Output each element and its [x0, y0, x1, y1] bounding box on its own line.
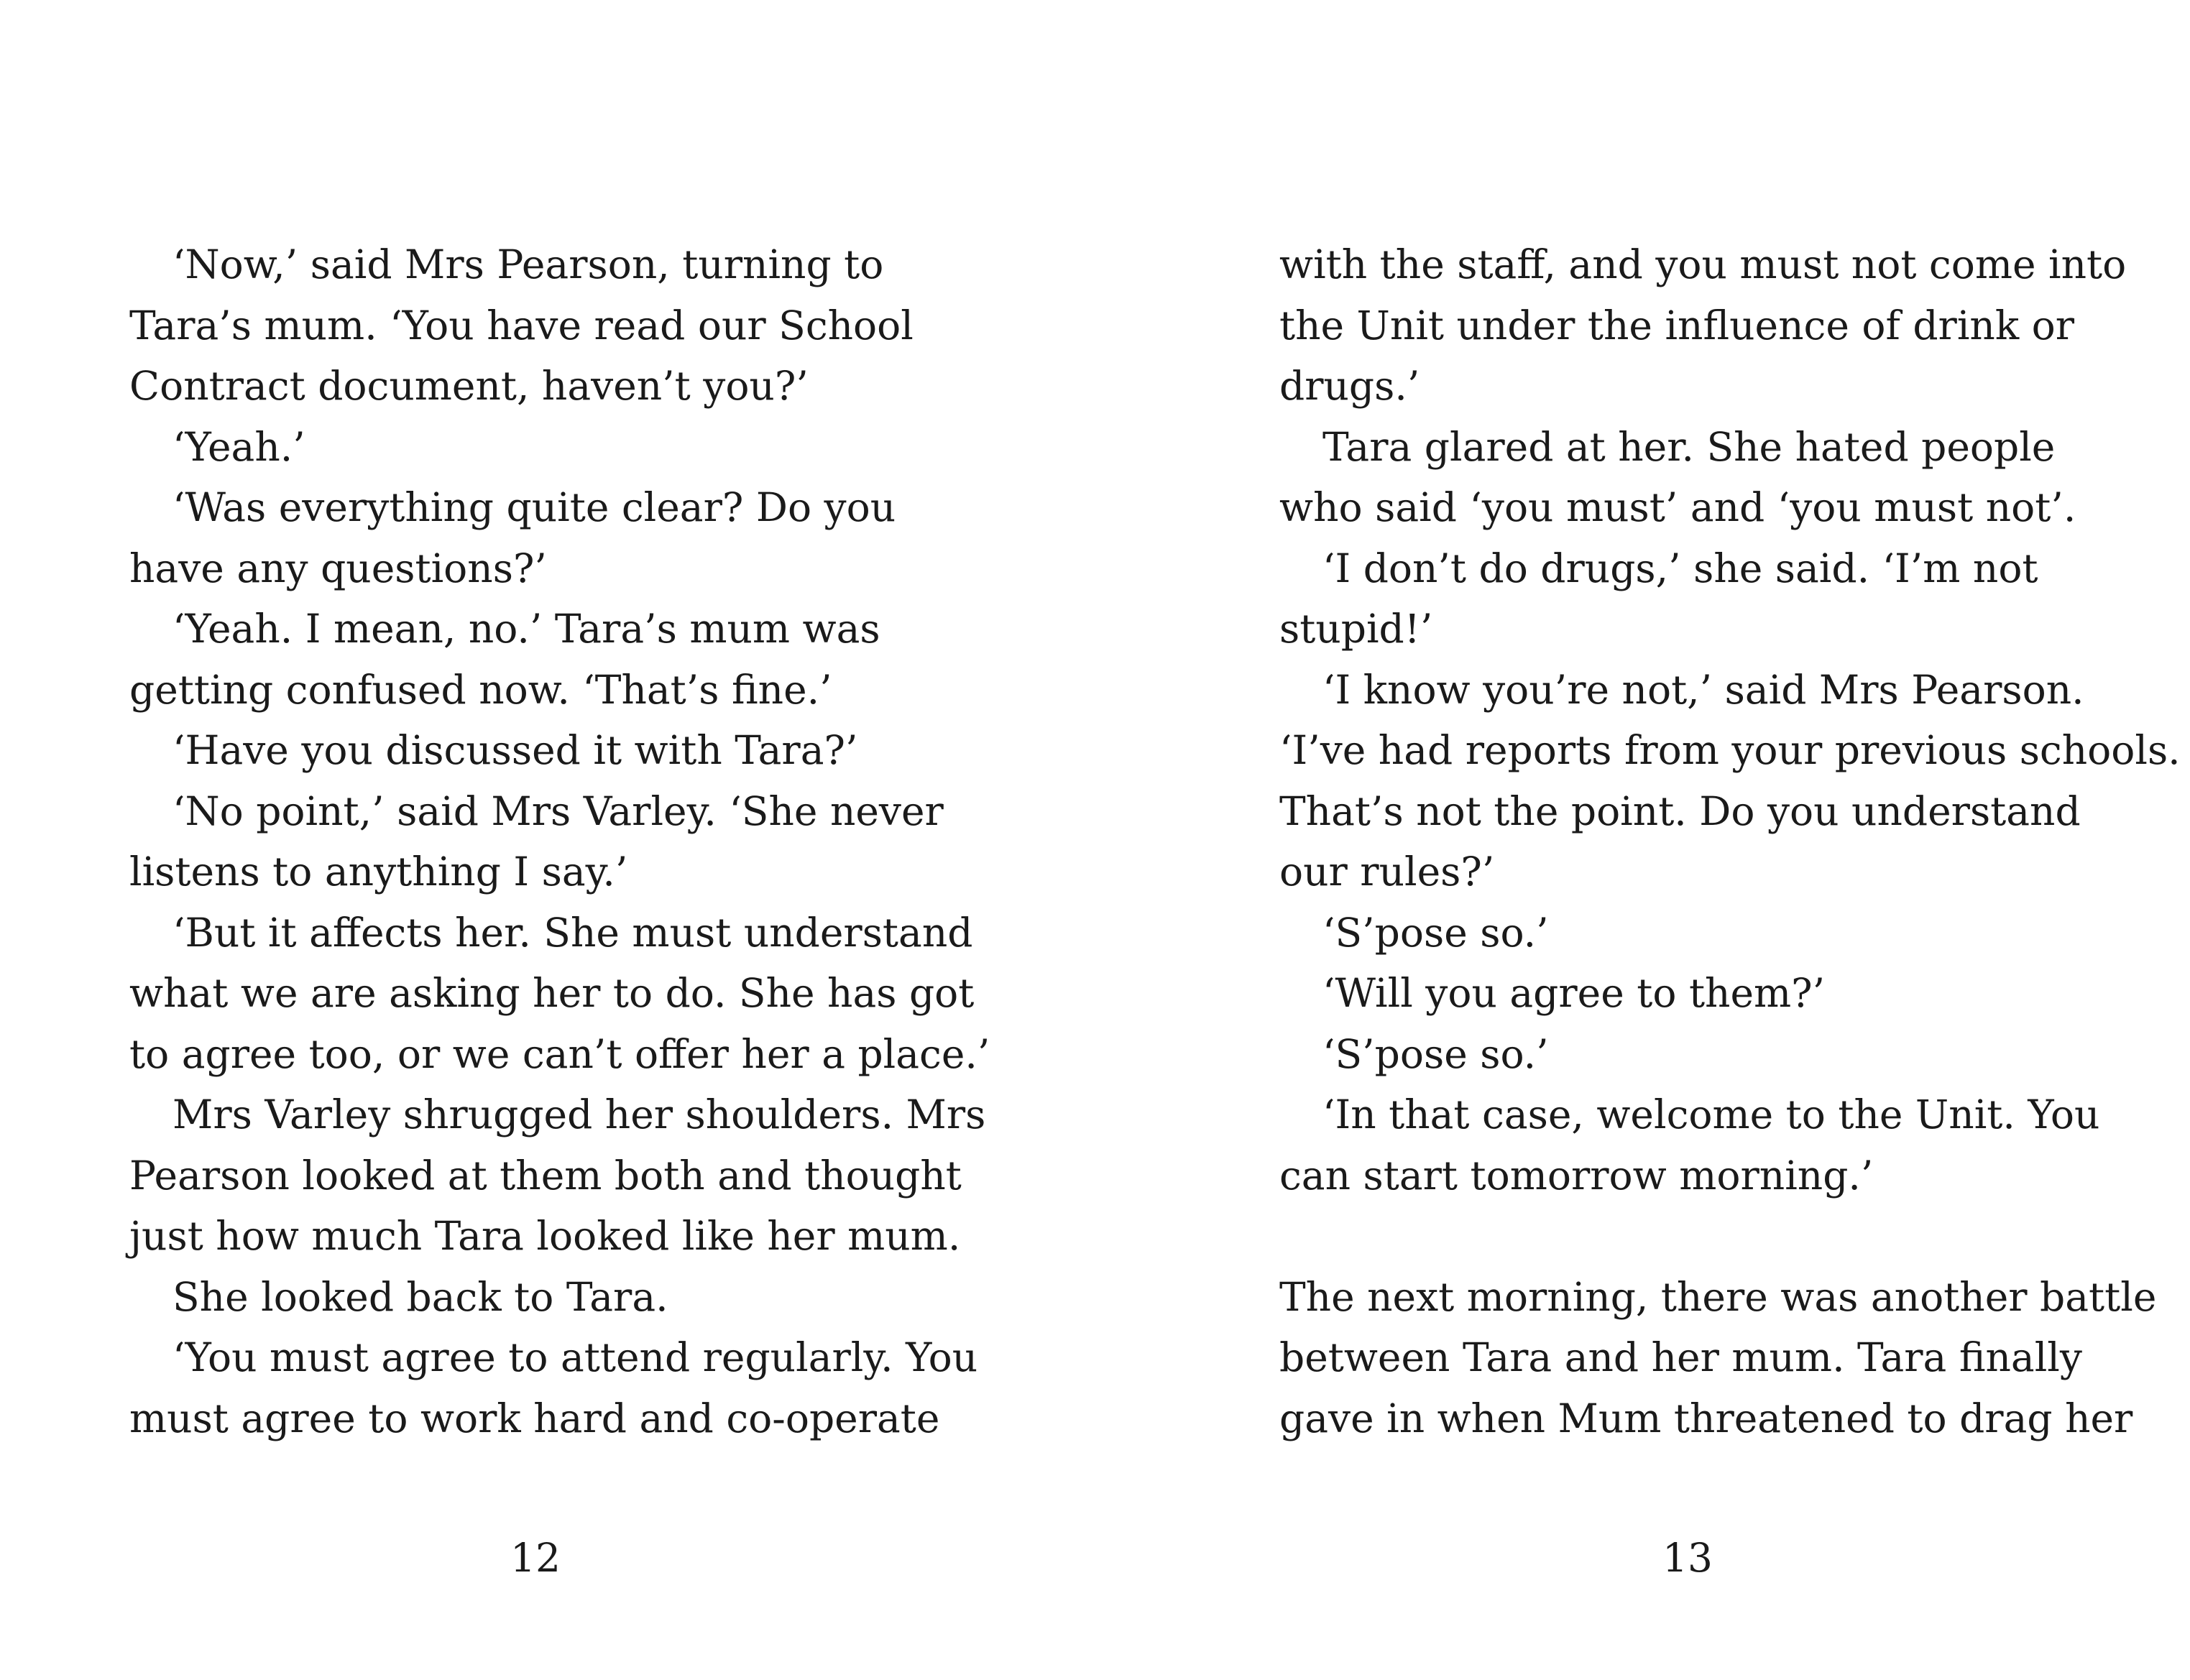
text-line: ‘But it affects her. She must understand [172, 909, 973, 956]
text-line: Tara’s mum. ‘You have read our School [129, 302, 914, 349]
text-line: The next morning, there was another battle [1279, 1273, 2157, 1320]
text-line: our rules?’ [1279, 849, 1495, 895]
text-line: Contract document, haven’t you?’ [129, 363, 809, 409]
text-line: stupid!’ [1279, 606, 1433, 652]
right-page [1095, 0, 2190, 1680]
text-line: can start tomorrow morning.’ [1279, 1152, 1874, 1199]
text-line: ‘You must agree to attend regularly. You [172, 1334, 978, 1380]
text-line: ‘Yeah.’ [172, 423, 305, 470]
right-page-text [1279, 234, 2181, 1449]
text-line: ‘No point,’ said Mrs Varley. ‘She never [172, 788, 944, 834]
text-line: with the staff, and you must not come into [1279, 241, 2127, 287]
text-line: ‘Was everything quite clear? Do you [172, 484, 896, 530]
text-line: ‘S’pose so.’ [1322, 909, 1549, 956]
text-line: ‘Will you agree to them?’ [1322, 970, 1826, 1016]
text-line: listens to anything I say.’ [129, 849, 628, 895]
text-line: ‘I don’t do drugs,’ she said. ‘I’m not [1322, 545, 2038, 591]
text-line: to agree too, or we can’t offer her a place.’ [129, 1030, 990, 1077]
text-line: She looked back to Tara. [172, 1273, 668, 1320]
text-line: between Tara and her mum. Tara finally [1279, 1334, 2082, 1380]
left-page-text [129, 234, 990, 1449]
text-line: ‘In that case, welcome to the Unit. You [1322, 1091, 2100, 1137]
text-line: ‘Have you discussed it with Tara?’ [172, 727, 858, 773]
text-line: must agree to work hard and co-operate [129, 1395, 940, 1441]
text-line: Mrs Varley shrugged her shoulders. Mrs [172, 1091, 986, 1137]
left-page-number: 12 [510, 1535, 561, 1581]
text-line: what we are asking her to do. She has got [129, 970, 975, 1016]
text-line: who said ‘you must’ and ‘you must not’. [1279, 484, 2076, 530]
text-line: ‘Yeah. I mean, no.’ Tara’s mum was [172, 606, 880, 652]
text-line: have any questions?’ [129, 545, 547, 591]
paragraph-break [1279, 1206, 2181, 1267]
text-line: gave in when Mum threatened to drag her [1279, 1395, 2133, 1441]
text-line: drugs.’ [1279, 363, 1420, 409]
text-line: ‘I’ve had reports from your previous schools. [1279, 727, 2181, 773]
text-line: just how much Tara looked like her mum. [129, 1213, 961, 1259]
text-line: ‘S’pose so.’ [1322, 1030, 1549, 1077]
right-page-number: 13 [1662, 1535, 1713, 1581]
text-line: Pearson looked at them both and thought [129, 1152, 962, 1199]
text-line: the Unit under the influence of drink or [1279, 302, 2075, 349]
text-line: getting confused now. ‘That’s fine.’ [129, 666, 832, 713]
text-line: Tara glared at her. She hated people [1322, 423, 2056, 470]
text-line: ‘I know you’re not,’ said Mrs Pearson. [1322, 666, 2084, 713]
text-line: ‘Now,’ said Mrs Pearson, turning to [172, 241, 884, 287]
text-line: That’s not the point. Do you understand [1279, 788, 2081, 834]
